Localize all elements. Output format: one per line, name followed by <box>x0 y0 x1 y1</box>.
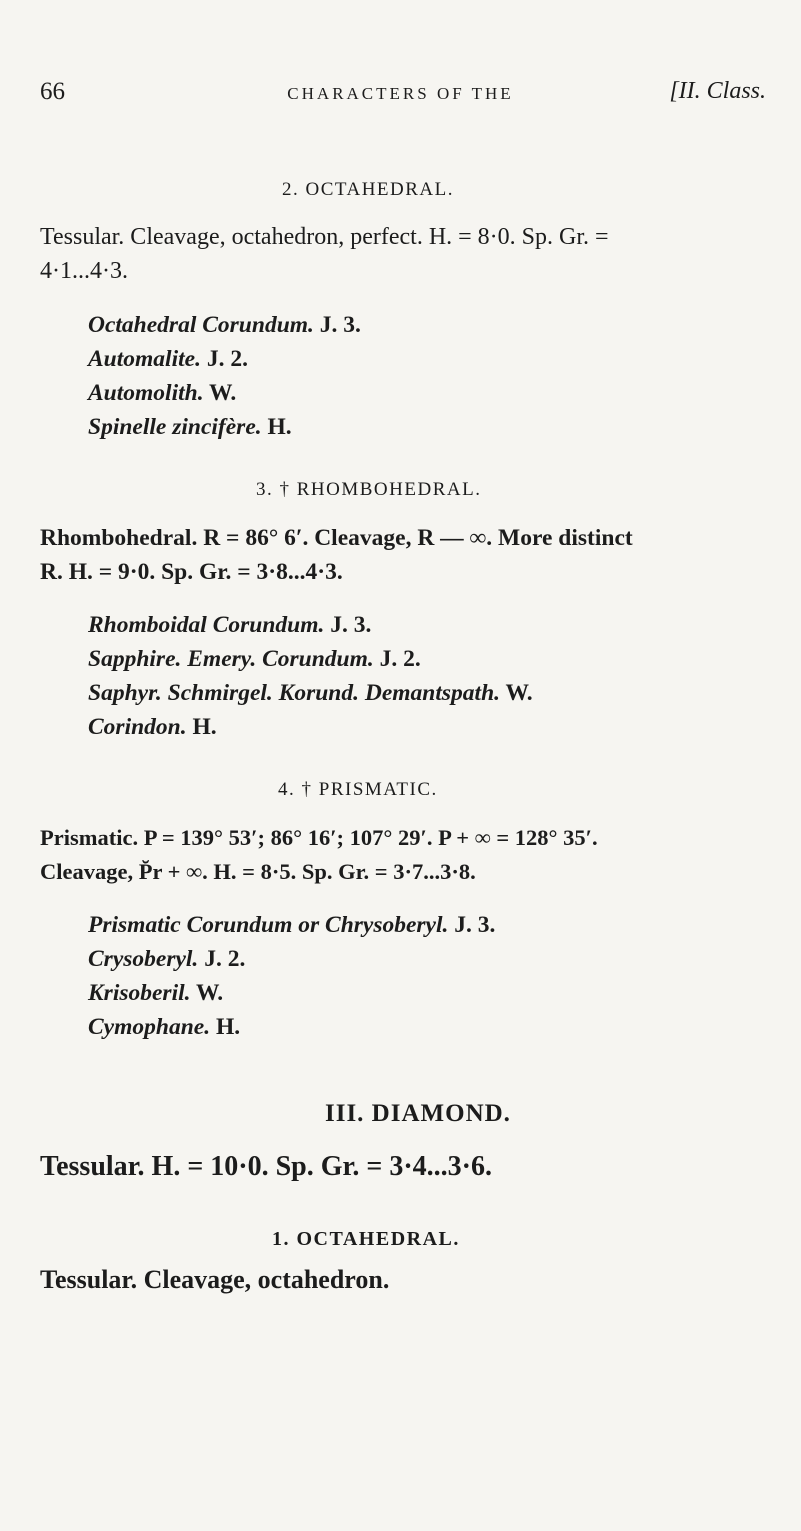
synonym-name: Crysoberyl. <box>88 946 199 972</box>
section-heading-diamond-octahedral: 1. OCTAHEDRAL. <box>272 1228 460 1250</box>
synonym-name: Automolith. <box>88 380 204 406</box>
synonym-line <box>88 912 495 939</box>
synonym-name: Rhomboidal Corundum. <box>88 612 325 638</box>
synonym-line <box>88 380 236 407</box>
synonym-line <box>88 680 533 707</box>
synonym-author: W. <box>505 680 533 706</box>
synonym-author: J. 2. <box>379 646 421 672</box>
synonym-name: Cymophane. <box>88 1014 211 1040</box>
synonym-name: Saphyr. Schmirgel. Korund. Demantspath. <box>88 680 501 706</box>
synonym-name: Octahedral Corundum. <box>88 312 314 338</box>
synonym-line <box>88 714 217 741</box>
synonym-line <box>88 346 248 373</box>
synonym-author: J. 3. <box>330 612 372 638</box>
synonym-author: J. 2. <box>204 946 246 972</box>
section-heading-rhombohedral: 3. † RHOMBOHEDRAL. <box>256 479 482 500</box>
synonym-name: Corindon. <box>88 714 187 740</box>
prismatic-desc-line1: Prismatic. P = 139° 53′; 86° 16′; 107° 29′. P + ∞ = 128° 35′. <box>40 825 598 850</box>
synonym-author: H. <box>215 1014 241 1040</box>
synonym-author: W. <box>209 380 237 406</box>
synonym-name: Prismatic Corundum or Chrysoberyl. <box>88 912 449 938</box>
synonym-name: Automalite. <box>88 346 201 372</box>
rhombohedral-desc-line2: R. H. = 9·0. Sp. Gr. = 3·8...4·3. <box>40 559 343 585</box>
running-head <box>0 78 801 108</box>
synonym-line <box>88 946 245 973</box>
synonym-name: Sapphire. Emery. Corundum. <box>88 646 374 672</box>
running-title: CHARACTERS OF THE <box>287 84 514 103</box>
synonym-author: H. <box>192 714 217 740</box>
synonym-author: J. 3. <box>319 312 361 338</box>
diamond-desc: Tessular. H. = 10·0. Sp. Gr. = 3·4...3·6. <box>40 1151 493 1182</box>
octahedral-desc-line2: 4·1...4·3. <box>40 258 128 284</box>
synonym-line <box>88 980 223 1007</box>
section-heading-prismatic: 4. † PRISMATIC. <box>278 779 438 800</box>
section-heading-octahedral: 2. OCTAHEDRAL. <box>282 179 454 200</box>
class-label: [II. Class. <box>669 78 766 104</box>
synonym-author: W. <box>195 980 224 1006</box>
synonym-line <box>88 612 371 639</box>
diamond-octahedral-desc: Tessular. Cleavage, octahedron. <box>40 1265 390 1294</box>
synonym-author: H. <box>267 414 292 440</box>
synonym-line <box>88 646 421 673</box>
prismatic-desc-line2: Cleavage, P̆r + ∞. H. = 8·5. Sp. Gr. = 3·7...3·8. <box>40 859 476 884</box>
synonym-name: Spinelle zincifère. <box>88 414 262 440</box>
order-heading-diamond: III. DIAMOND. <box>325 1100 511 1127</box>
synonym-line <box>88 414 292 441</box>
rhombohedral-desc-line1: Rhombohedral. R = 86° 6′. Cleavage, R — ∞. More distinct <box>40 525 633 551</box>
page-number: 66 <box>40 78 65 105</box>
synonym-line <box>88 1014 240 1041</box>
synonym-author: J. 2. <box>206 346 248 372</box>
synonym-name: Krisoberil. <box>88 980 191 1006</box>
synonym-line <box>88 312 361 339</box>
synonym-author: J. 3. <box>454 912 496 938</box>
octahedral-desc-line1: Tessular. Cleavage, octahedron, perfect. H. = 8·0. Sp. Gr. = <box>40 224 609 250</box>
